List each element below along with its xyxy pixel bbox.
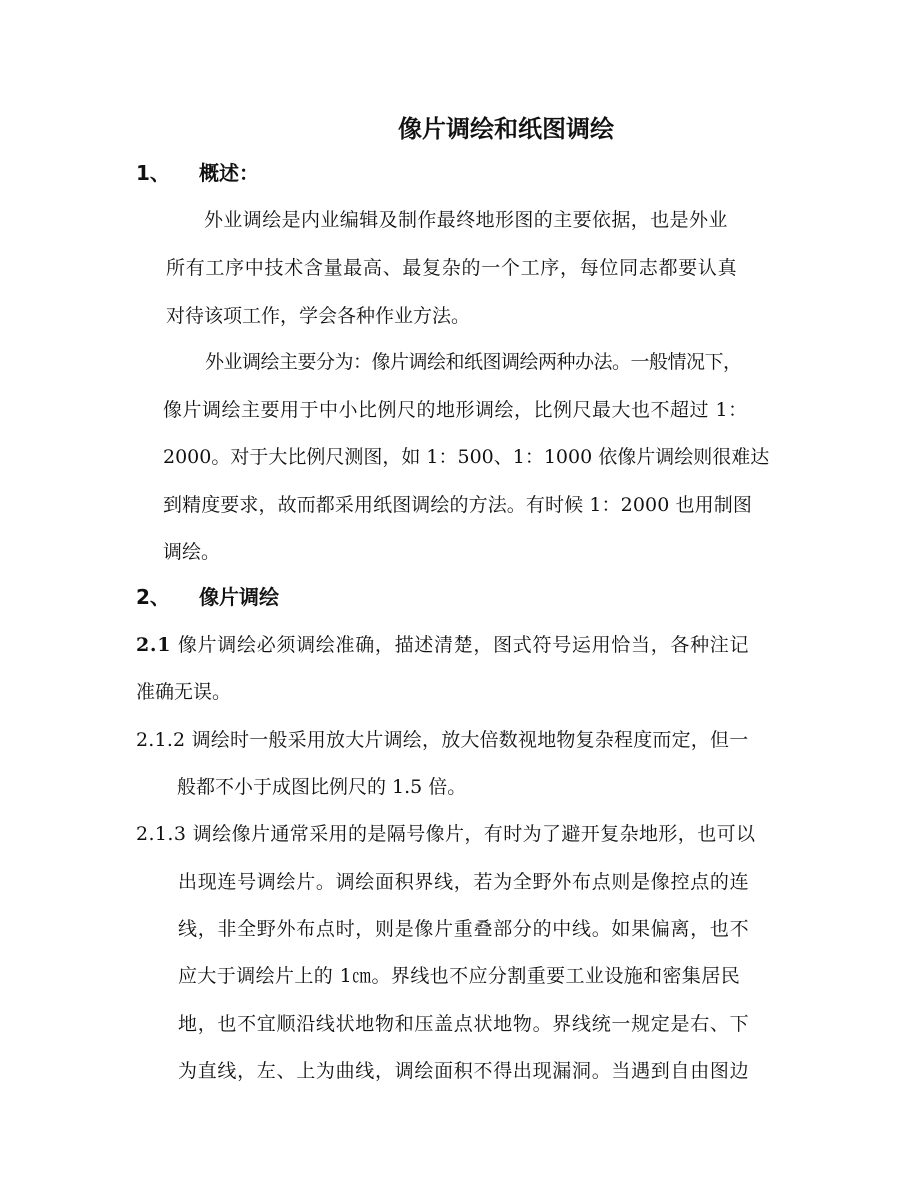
section-2-title: 像片调绘	[199, 585, 279, 609]
paragraph-line: 对待该项工作，学会各种作业方法。	[166, 305, 471, 327]
section-1-title: 概述：	[199, 161, 259, 185]
item-2-1-2-line	[136, 728, 748, 752]
section-1-number: 1、	[136, 161, 170, 185]
page-title: 像片调绘和纸图调绘	[398, 115, 614, 143]
paragraph-line: 到精度要求，故而都采用纸图调绘的方法。有时候 1：2000 也用制图	[163, 494, 752, 516]
item-2-1-2-number: 2.1.2	[136, 729, 186, 751]
paragraph-line: 外业调绘是内业编辑及制作最终地形图的主要依据，也是外业	[204, 209, 728, 231]
paragraph-line: 所有工序中技术含量最高、最复杂的一个工序，每位同志都要认真	[166, 257, 738, 279]
paragraph-line: 线，非全野外布点时，则是像片重叠部分的中线。如果偏离，也不	[178, 918, 750, 940]
paragraph-line: 2000。对于大比例尺测图，如 1：500、1：1000 依像片调绘则很难达	[163, 446, 770, 468]
paragraph-line: 像片调绘主要用于中小比例尺的地形调绘，比例尺最大也不超过 1：	[163, 399, 748, 421]
section-2-heading	[136, 584, 279, 610]
item-2-1-3-number: 2.1.3	[136, 823, 187, 845]
item-2-1-number: 2.1	[136, 634, 172, 656]
paragraph-line: 出现连号调绘片。调绘面积界线，若为全野外布点则是像控点的连	[178, 871, 750, 893]
paragraph-line: 般都不小于成图比例尺的 1.5 倍。	[177, 776, 467, 798]
item-2-1-3-text: 调绘像片通常采用的是隔号像片，有时为了避开复杂地形，也可以	[186, 823, 756, 845]
section-1-heading	[136, 160, 259, 186]
paragraph-line: 为直线，左、上为曲线，调绘面积不得出现漏洞。当遇到自由图边	[178, 1060, 750, 1082]
section-2-number: 2、	[136, 585, 170, 609]
paragraph-line: 准确无误。	[136, 681, 232, 703]
item-2-1-3-line	[136, 822, 755, 846]
item-2-1-text: 像片调绘必须调绘准确，描述清楚，图式符号运用恰当，各种注记	[171, 634, 750, 656]
paragraph-line: 调绘。	[163, 541, 221, 563]
paragraph-line: 外业调绘主要分为：像片调绘和纸图调绘两种办法。一般情况下，	[205, 351, 742, 373]
item-2-1-2-text: 调绘时一般采用放大片调绘，放大倍数视地物复杂程度而定，但一	[185, 729, 749, 751]
paragraph-line: 应大于调绘片上的 1㎝。界线也不应分割重要工业设施和密集居民	[178, 965, 741, 987]
item-2-1-line	[136, 633, 749, 657]
paragraph-line: 地，也不宜顺沿线状地物和压盖点状地物。界线统一规定是右、下	[178, 1013, 750, 1035]
